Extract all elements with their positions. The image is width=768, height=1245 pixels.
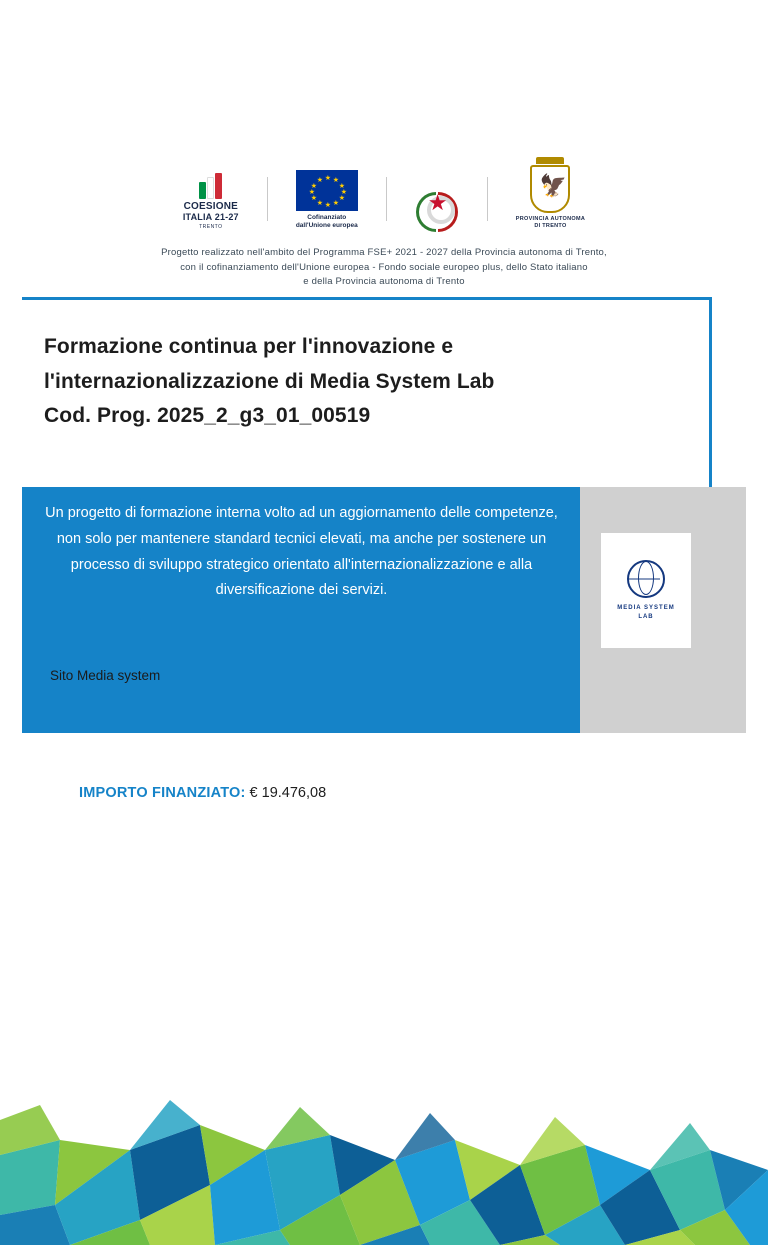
coesione-subtitle: ITALIA 21-27: [182, 211, 239, 222]
funding-note-line-2: con il cofinanziamento dell'Unione europea - Fondo sociale europeo plus, dello Stato italiano: [180, 261, 588, 273]
funding-note-line-3: e della Provincia autonoma di Trento: [303, 276, 465, 288]
institutional-logo-bar: [0, 168, 768, 230]
logo-provincia-trento: [488, 168, 613, 230]
company-logo-name-line2: LAB: [638, 613, 654, 620]
page-title-line-1: Formazione continua per l'innovazione e: [44, 335, 454, 358]
project-description: Un progetto di formazione interna volto ad un aggiornamento delle competenze, non solo per mantenere standard tecnici elevati, ma anche per sostenere un processo di sviluppo strategico orientato all'internazionalizzazione e alla diversificazione dei servizi.: [45, 505, 558, 599]
funded-amount-label: IMPORTO FINANZIATO:: [79, 785, 246, 801]
funded-amount-value: € 19.476,08: [249, 785, 327, 801]
site-media-system-link[interactable]: Sito Media system: [50, 668, 161, 683]
logo-coesione-italia: [155, 168, 267, 230]
trento-caption-line2: DI TRENTO: [534, 222, 567, 229]
eu-caption-line2: dall'Unione europea: [295, 221, 358, 229]
logo-european-union: [268, 168, 386, 230]
page-title-line-3: Cod. Prog. 2025_2_g3_01_00519: [44, 404, 371, 428]
company-logo-card: [601, 533, 691, 648]
funding-note-line-1: Progetto realizzato nell'ambito del Programma FSE+ 2021 - 2027 della Provincia autonoma di Trento,: [161, 247, 607, 258]
funding-note: [0, 246, 768, 290]
company-logo-name-line1: MEDIA SYSTEM: [617, 605, 675, 612]
eu-caption-line1: Cofinanziato: [307, 213, 347, 221]
eu-flag-icon: ★ ★ ★ ★ ★ ★ ★ ★ ★ ★ ★ ★: [296, 170, 358, 211]
trento-coat-of-arms-icon: 🦅: [530, 165, 570, 213]
page-title-line-2: l'internazionalizzazione di Media System Lab: [44, 369, 495, 393]
republic-of-italy-emblem-icon: ★: [415, 186, 459, 230]
logo-repubblica-italiana: [387, 168, 487, 230]
decorative-mosaic: [0, 1045, 768, 1245]
trento-caption-line1: PROVINCIA AUTONOMA: [515, 215, 586, 222]
coesione-title: COESIONE: [183, 201, 238, 213]
coesione-region: TRENTO: [199, 224, 223, 230]
globe-icon: [627, 560, 665, 598]
page-title: [44, 330, 664, 434]
italy-flag-icon: [199, 173, 222, 199]
funded-amount: [79, 785, 326, 801]
crown-icon: [536, 157, 564, 164]
